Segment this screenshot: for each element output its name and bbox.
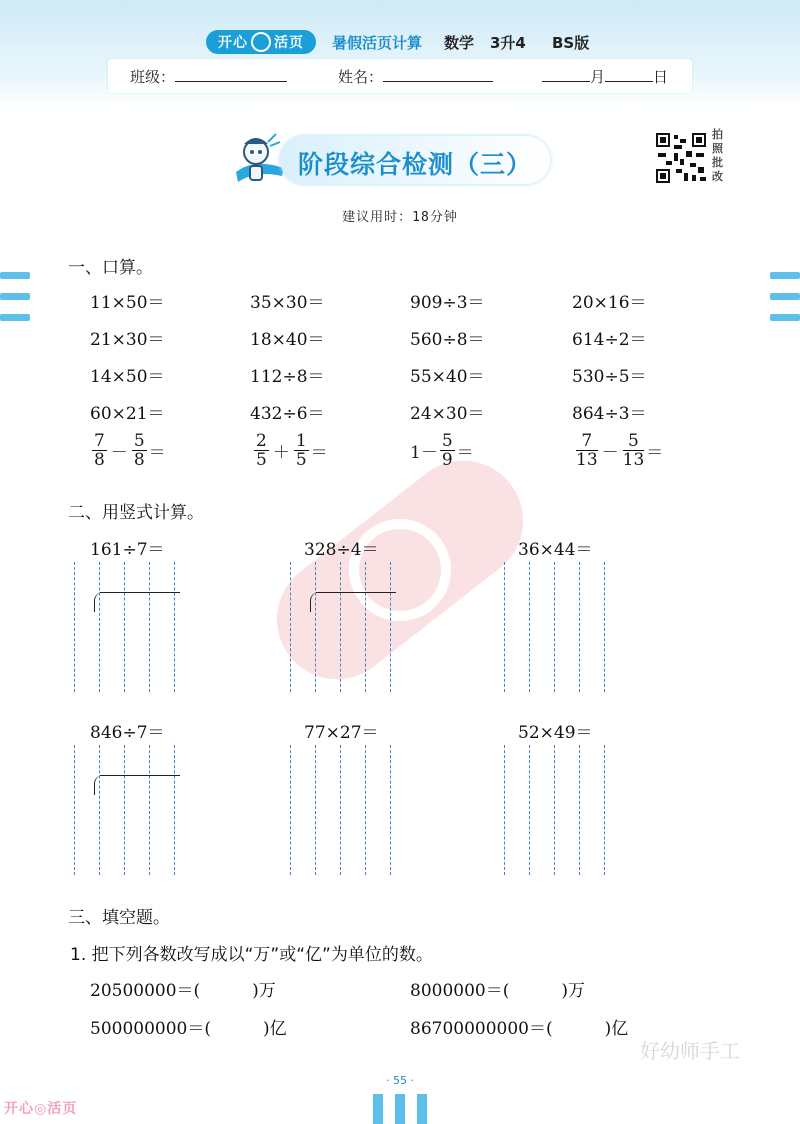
oral-problem: 11×50＝ [90,293,165,313]
vertical-problem: 328÷4＝ [304,540,379,560]
fraction: $\frac{7}{8}$ [94,431,105,470]
vertical-problem: 161÷7＝ [90,540,165,560]
suggested-time: 建议用时：18分钟 [342,210,458,225]
month-blank[interactable] [542,67,590,82]
fraction-problem: $\frac{7}{13}$ － $\frac{5}{13}$ ＝ [576,431,664,470]
section-2-title: 二、用竖式计算。 [68,503,204,523]
oral-problem: 24×30＝ [410,404,485,424]
date-field[interactable] [542,66,668,87]
name-label: 姓名： [338,68,384,86]
question-1: 1. 把下列各数改写成以“万”或“亿”为单位的数。 [70,945,433,965]
oral-problem: 530÷5＝ [572,367,647,387]
work-area[interactable] [74,745,194,875]
section-1-title: 一、口算。 [68,258,153,278]
fraction: $\frac{2}{5}$ [256,431,267,470]
vertical-problem: 36×44＝ [518,540,593,560]
side-bar-left [0,293,30,300]
fraction: $\frac{5}{9}$ [441,431,453,470]
oral-problem: 21×30＝ [90,330,165,350]
vertical-problem: 52×49＝ [518,723,593,743]
work-area[interactable] [290,745,410,875]
brand-text-2: 活页 [274,35,304,51]
month-label: 月 [590,68,606,86]
page-number: · 55 · [386,1074,414,1087]
work-area[interactable] [504,745,624,875]
side-bar-right [770,293,800,300]
fill-blank-item[interactable]: 8000000＝( )万 [410,981,585,1001]
oral-problem: 614÷2＝ [572,330,647,350]
side-bar-left [0,314,30,321]
work-area[interactable] [290,562,410,692]
day-label: 日 [653,68,669,86]
oral-problem: 20×16＝ [572,293,647,313]
oral-problem: 432÷6＝ [250,404,325,424]
fill-blank-item[interactable]: 500000000＝( )亿 [90,1019,287,1039]
page-title: 阶段综合检测（三） [298,150,533,179]
footer-bar [417,1094,427,1124]
brand-logo [206,30,316,54]
series-name: 暑假活页计算 [332,34,423,52]
side-bar-left [0,272,30,279]
work-area[interactable] [74,562,194,692]
fill-blank-item[interactable]: 20500000＝( )万 [90,981,276,1001]
fraction-problem: $\frac{7}{8}$ － $\frac{5}{8}$ ＝ [94,431,166,470]
oral-problem: 55×40＝ [410,367,485,387]
division-bracket [316,592,396,593]
fraction-problem: 1－ $\frac{5}{9}$ ＝ [410,431,474,470]
grade: 3升4 [490,34,526,52]
footer-bar [395,1094,405,1124]
division-bracket-curve [310,592,319,612]
work-area[interactable] [504,562,624,692]
watermark-text: 好幼师手工 [640,1039,740,1063]
class-field[interactable] [130,66,287,87]
oral-problem: 14×50＝ [90,367,165,387]
oral-problem: 560÷8＝ [410,330,485,350]
oral-problem: 864÷3＝ [572,404,647,424]
fraction: $\frac{5}{13}$ [622,431,645,470]
fraction: $\frac{5}{8}$ [133,431,145,470]
division-bracket-curve [94,775,103,795]
vertical-problem: 846÷7＝ [90,723,165,743]
class-label: 班级： [130,68,176,86]
division-bracket-curve [94,592,103,612]
oral-problem: 35×30＝ [250,293,325,313]
division-bracket [100,592,180,593]
day-blank[interactable] [605,67,653,82]
fraction: $\frac{1}{5}$ [295,431,307,470]
name-blank[interactable] [383,67,493,82]
class-blank[interactable] [175,67,287,82]
oral-problem: 112÷8＝ [250,367,325,387]
fill-blank-item[interactable]: 86700000000＝( )亿 [410,1019,629,1039]
brand-ring-icon [251,32,271,52]
section-3-title: 三、填空题。 [68,908,170,928]
oral-problem: 909÷3＝ [410,293,485,313]
division-bracket [100,775,180,776]
qr-code-icon[interactable] [654,131,708,185]
fraction: $\frac{7}{13}$ [576,431,598,470]
vertical-problem: 77×27＝ [304,723,379,743]
name-field[interactable] [338,66,493,87]
brand-text-1: 开心 [218,35,248,51]
edition: BS版 [552,34,590,52]
footer-bar [373,1094,383,1124]
subject: 数学 [444,34,475,52]
oral-problem: 18×40＝ [250,330,325,350]
qr-label: 拍 照 批 改 [712,128,723,183]
side-bar-right [770,272,800,279]
side-bar-right [770,314,800,321]
footer-brand-logo: 开心◎活页 [4,1101,78,1117]
oral-problem: 60×21＝ [90,404,165,424]
fraction-problem: $\frac{2}{5}$ ＋ $\frac{1}{5}$ ＝ [256,431,328,470]
